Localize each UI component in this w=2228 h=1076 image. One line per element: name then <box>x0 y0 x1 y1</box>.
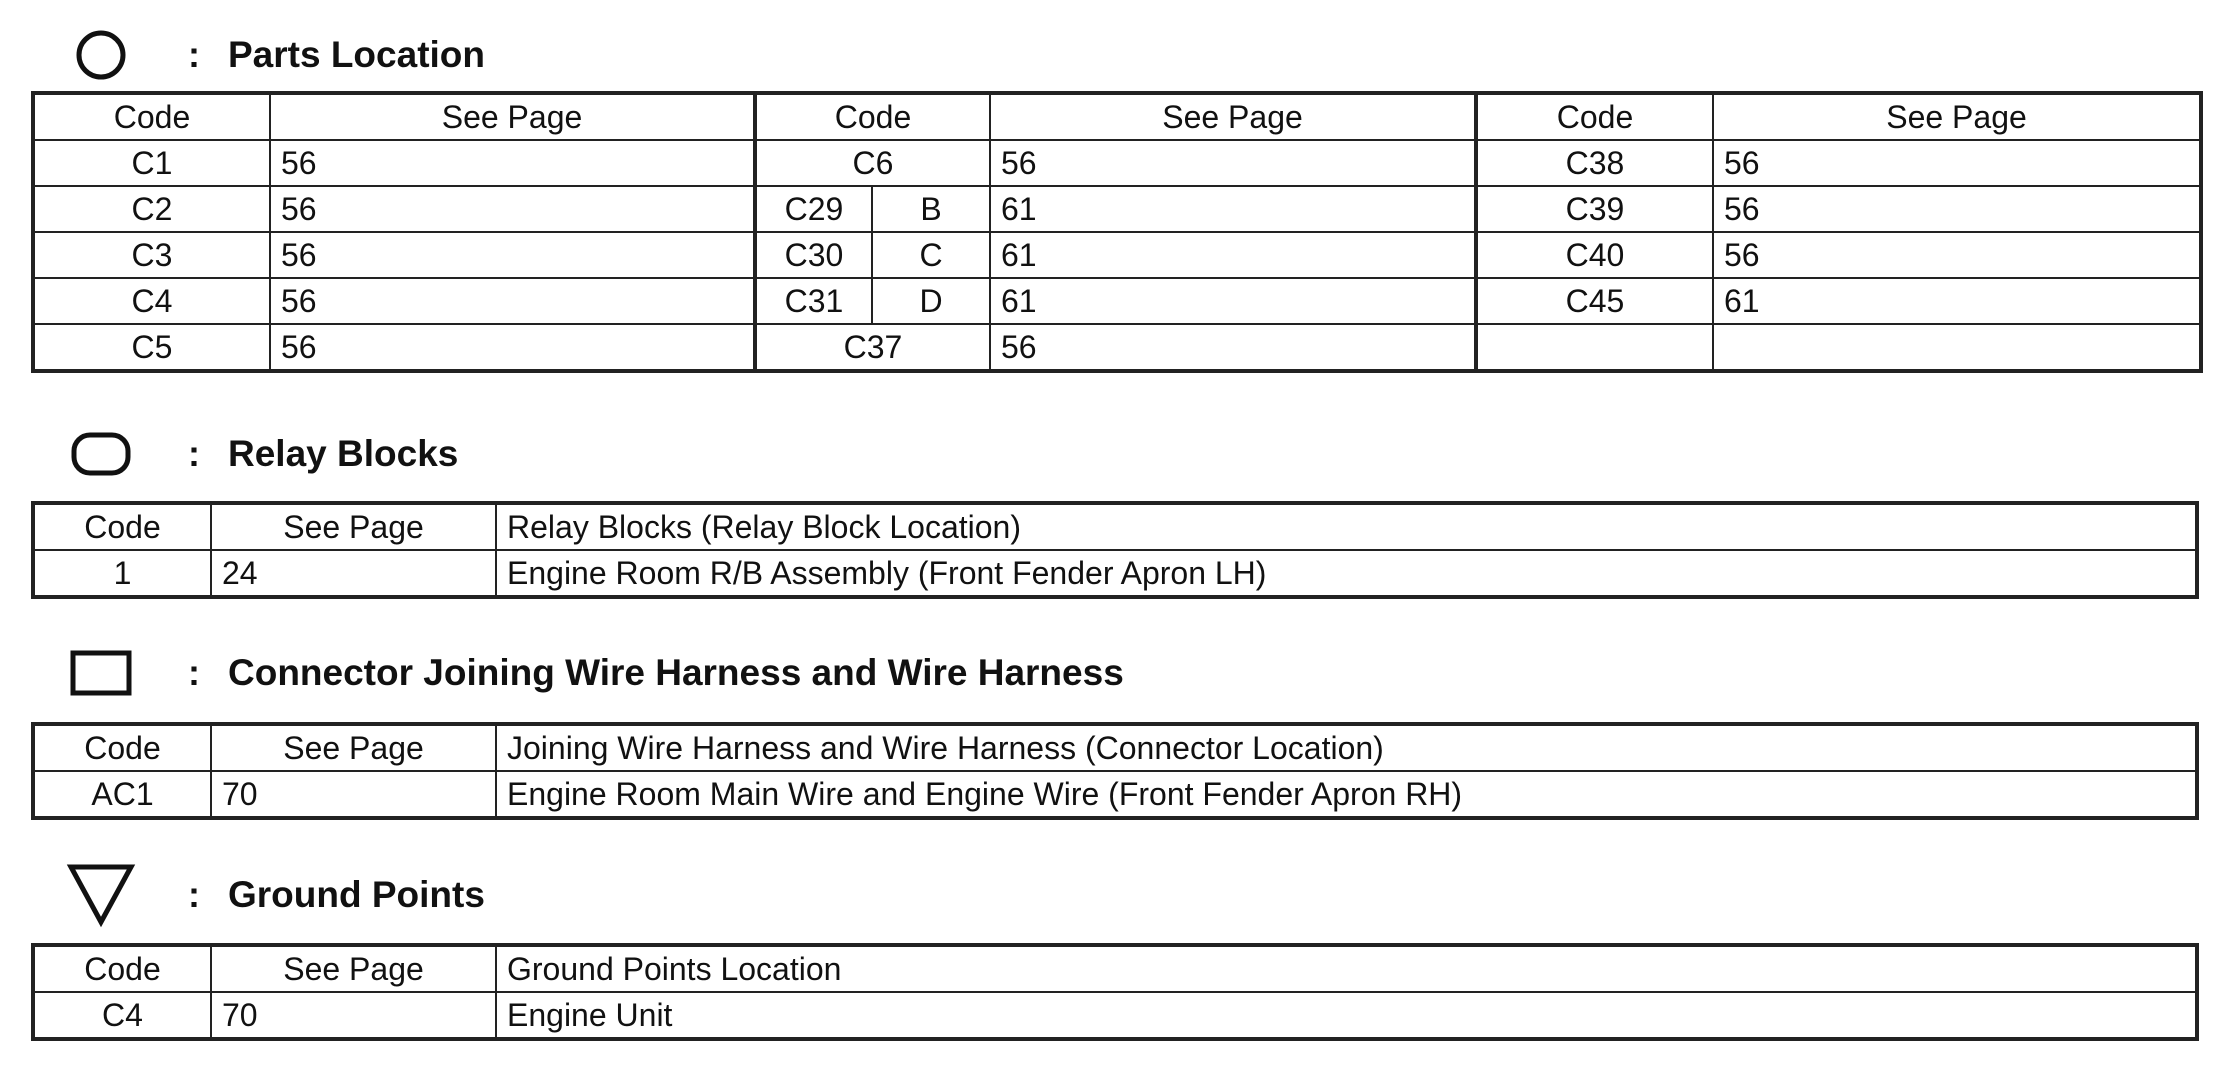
part-code: C4 <box>33 278 270 324</box>
table-header-row <box>33 503 2197 550</box>
part-sub-code: D <box>872 278 990 324</box>
part-page <box>1713 324 2201 371</box>
code-header: Code <box>33 93 270 140</box>
ground-page: 70 <box>211 992 496 1039</box>
connectors-colon: : <box>188 652 200 693</box>
relay-blocks-title: Relay Blocks <box>228 433 459 474</box>
table-header-row <box>33 945 2197 992</box>
part-page: 61 <box>990 232 1476 278</box>
code-header: Code <box>33 503 211 550</box>
rectangle-icon <box>66 638 136 708</box>
ground-points-colon: : <box>188 874 200 915</box>
part-code: C39 <box>1476 186 1713 232</box>
table-row <box>33 992 2197 1039</box>
part-code: C31 <box>755 278 872 324</box>
part-code: C29 <box>755 186 872 232</box>
part-code: C40 <box>1476 232 1713 278</box>
part-code: C1 <box>33 140 270 186</box>
part-page: 56 <box>270 278 755 324</box>
see-page-header: See Page <box>990 93 1476 140</box>
ground-points-table <box>31 943 2199 1041</box>
see-page-header: See Page <box>211 503 496 550</box>
table-row <box>33 324 2201 371</box>
part-page: 56 <box>1713 186 2201 232</box>
part-code <box>1476 324 1713 371</box>
see-page-header: See Page <box>211 724 496 771</box>
part-page: 56 <box>270 232 755 278</box>
parts-location-colon: : <box>188 34 200 75</box>
code-header: Code <box>33 945 211 992</box>
part-sub-code: B <box>872 186 990 232</box>
part-page: 56 <box>1713 232 2201 278</box>
connector-code: AC1 <box>33 771 211 818</box>
relay-code: 1 <box>33 550 211 597</box>
see-page-header: See Page <box>270 93 755 140</box>
relay-blocks-header <box>66 419 458 489</box>
relay-blocks-table <box>31 501 2199 599</box>
circle-icon <box>66 20 136 90</box>
connectors-title: Connector Joining Wire Harness and Wire Harness <box>228 652 1124 693</box>
table-row <box>33 186 2201 232</box>
part-code: C37 <box>755 324 990 371</box>
parts-location-title: Parts Location <box>228 34 485 75</box>
code-header: Code <box>1476 93 1713 140</box>
ground-points-title: Ground Points <box>228 874 485 915</box>
description-header: Ground Points Location <box>496 945 2197 992</box>
table-row <box>33 771 2197 818</box>
rounded-rectangle-icon <box>66 419 136 489</box>
table-row <box>33 550 2197 597</box>
connectors-table <box>31 722 2199 820</box>
relay-blocks-colon: : <box>188 433 200 474</box>
down-triangle-icon <box>66 860 136 930</box>
part-page: 56 <box>990 140 1476 186</box>
parts-location-table <box>31 91 2203 373</box>
part-page: 56 <box>1713 140 2201 186</box>
part-code: C6 <box>755 140 990 186</box>
table-header-row <box>33 724 2197 771</box>
table-row <box>33 278 2201 324</box>
description-header: Relay Blocks (Relay Block Location) <box>496 503 2197 550</box>
ground-code: C4 <box>33 992 211 1039</box>
part-page: 61 <box>990 186 1476 232</box>
connector-description: Engine Room Main Wire and Engine Wire (Front Fender Apron RH) <box>496 771 2197 818</box>
description-header: Joining Wire Harness and Wire Harness (Connector Location) <box>496 724 2197 771</box>
part-code: C5 <box>33 324 270 371</box>
part-page: 56 <box>270 186 755 232</box>
connectors-header <box>66 638 1124 708</box>
relay-page: 24 <box>211 550 496 597</box>
part-page: 56 <box>270 324 755 371</box>
code-header: Code <box>33 724 211 771</box>
part-code: C2 <box>33 186 270 232</box>
part-sub-code: C <box>872 232 990 278</box>
part-page: 61 <box>1713 278 2201 324</box>
see-page-header: See Page <box>1713 93 2201 140</box>
part-code: C30 <box>755 232 872 278</box>
part-page: 61 <box>990 278 1476 324</box>
relay-description: Engine Room R/B Assembly (Front Fender Apron LH) <box>496 550 2197 597</box>
code-header: Code <box>755 93 990 140</box>
table-header-row <box>33 93 2201 140</box>
part-page: 56 <box>990 324 1476 371</box>
parts-location-header <box>66 20 485 90</box>
part-page: 56 <box>270 140 755 186</box>
part-code: C3 <box>33 232 270 278</box>
ground-points-header <box>66 860 485 930</box>
part-code: C45 <box>1476 278 1713 324</box>
part-code: C38 <box>1476 140 1713 186</box>
connector-page: 70 <box>211 771 496 818</box>
see-page-header: See Page <box>211 945 496 992</box>
ground-description: Engine Unit <box>496 992 2197 1039</box>
table-row <box>33 140 2201 186</box>
table-row <box>33 232 2201 278</box>
